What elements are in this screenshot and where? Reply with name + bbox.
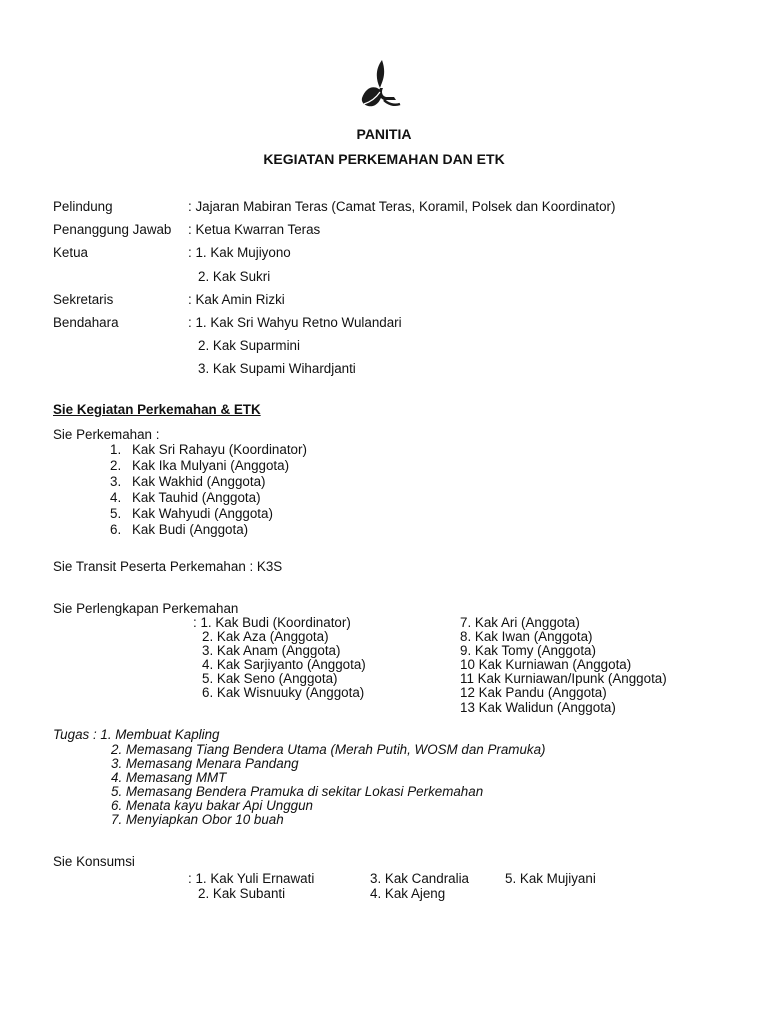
list-item: 3. Kak Anam (Anggota) [202, 643, 341, 658]
list-item: 5. Kak Mujiyani [505, 871, 596, 886]
page-title: PANITIA [356, 126, 412, 142]
scout-emblem-logo [358, 58, 404, 116]
list-item: 2. Kak Aza (Anggota) [202, 629, 329, 644]
list-item-number: 3. [110, 474, 122, 489]
list-item: 8. Kak Iwan (Anggota) [460, 629, 593, 644]
list-item: Kak Wahyudi (Anggota) [132, 506, 273, 521]
official-label-penanggung-jawab: Penanggung Jawab [53, 222, 172, 237]
tugas-first-line: Tugas : 1. Membuat Kapling [53, 727, 220, 742]
perkemahan-heading: Sie Perkemahan : [53, 427, 160, 442]
official-value-ketua-1: : 1. Kak Mujiyono [188, 245, 291, 260]
list-item: 11 Kak Kurniawan/Ipunk (Anggota) [460, 671, 667, 686]
official-value-bendahara-3: 3. Kak Supami Wihardjanti [198, 361, 356, 376]
list-item: 4. Memasang MMT [111, 770, 227, 785]
official-value-ketua-2: 2. Kak Sukri [198, 269, 271, 284]
transit-line: Sie Transit Peserta Perkemahan : K3S [53, 559, 283, 574]
list-item: 3. Memasang Menara Pandang [111, 756, 299, 771]
list-item-number: 6. [110, 522, 122, 537]
list-item: 9. Kak Tomy (Anggota) [460, 643, 596, 658]
list-item: Kak Budi (Anggota) [132, 522, 249, 537]
official-value-pelindung: : Jajaran Mabiran Teras (Camat Teras, Koramil, Polsek dan Koordinator) [188, 199, 616, 214]
list-item: Kak Ika Mulyani (Anggota) [132, 458, 290, 473]
official-value-sekretaris: : Kak Amin Rizki [188, 292, 285, 307]
page-subtitle: KEGIATAN PERKEMAHAN DAN ETK [263, 151, 505, 167]
official-value-bendahara-2: 2. Kak Suparmini [198, 338, 300, 353]
list-item: 7. Kak Ari (Anggota) [460, 615, 580, 630]
list-item: 3. Kak Candralia [370, 871, 469, 886]
list-item: 4. Kak Ajeng [370, 886, 446, 901]
konsumsi-heading: Sie Konsumsi [53, 854, 135, 869]
official-value-penanggung-jawab: : Ketua Kwarran Teras [188, 222, 321, 237]
list-item: 7. Menyiapkan Obor 10 buah [111, 812, 284, 827]
official-label-ketua: Ketua [53, 245, 88, 260]
list-item: 6. Kak Wisnuuky (Anggota) [202, 685, 365, 700]
list-item-number: 2. [110, 458, 122, 473]
official-label-pelindung: Pelindung [53, 199, 113, 214]
perlengkapan-heading: Sie Perlengkapan Perkemahan [53, 601, 239, 616]
list-item-number: 1. [110, 442, 122, 457]
list-item-number: 5. [110, 506, 122, 521]
list-item: 5. Memasang Bendera Pramuka di sekitar Lokasi Perkemahan [111, 784, 484, 799]
list-item: 2. Kak Subanti [198, 886, 286, 901]
list-item: 5. Kak Seno (Anggota) [202, 671, 338, 686]
official-value-bendahara-1: : 1. Kak Sri Wahyu Retno Wulandari [188, 315, 402, 330]
list-item: : 1. Kak Yuli Ernawati [188, 871, 315, 886]
list-item-number: 4. [110, 490, 122, 505]
list-item: Kak Sri Rahayu (Koordinator) [132, 442, 307, 457]
list-item: 13 Kak Walidun (Anggota) [460, 700, 616, 715]
list-item: 2. Memasang Tiang Bendera Utama (Merah Putih, WOSM dan Pramuka) [111, 742, 546, 757]
list-item: 4. Kak Sarjiyanto (Anggota) [202, 657, 366, 672]
list-item: : 1. Kak Budi (Koordinator) [193, 615, 351, 630]
list-item: 6. Menata kayu bakar Api Unggun [111, 798, 313, 813]
list-item: 12 Kak Pandu (Anggota) [460, 685, 607, 700]
official-label-bendahara: Bendahara [53, 315, 119, 330]
list-item: 10 Kak Kurniawan (Anggota) [460, 657, 632, 672]
section-heading: Sie Kegiatan Perkemahan & ETK [53, 402, 261, 417]
official-label-sekretaris: Sekretaris [53, 292, 114, 307]
list-item: Kak Wakhid (Anggota) [132, 474, 266, 489]
list-item: Kak Tauhid (Anggota) [132, 490, 261, 505]
